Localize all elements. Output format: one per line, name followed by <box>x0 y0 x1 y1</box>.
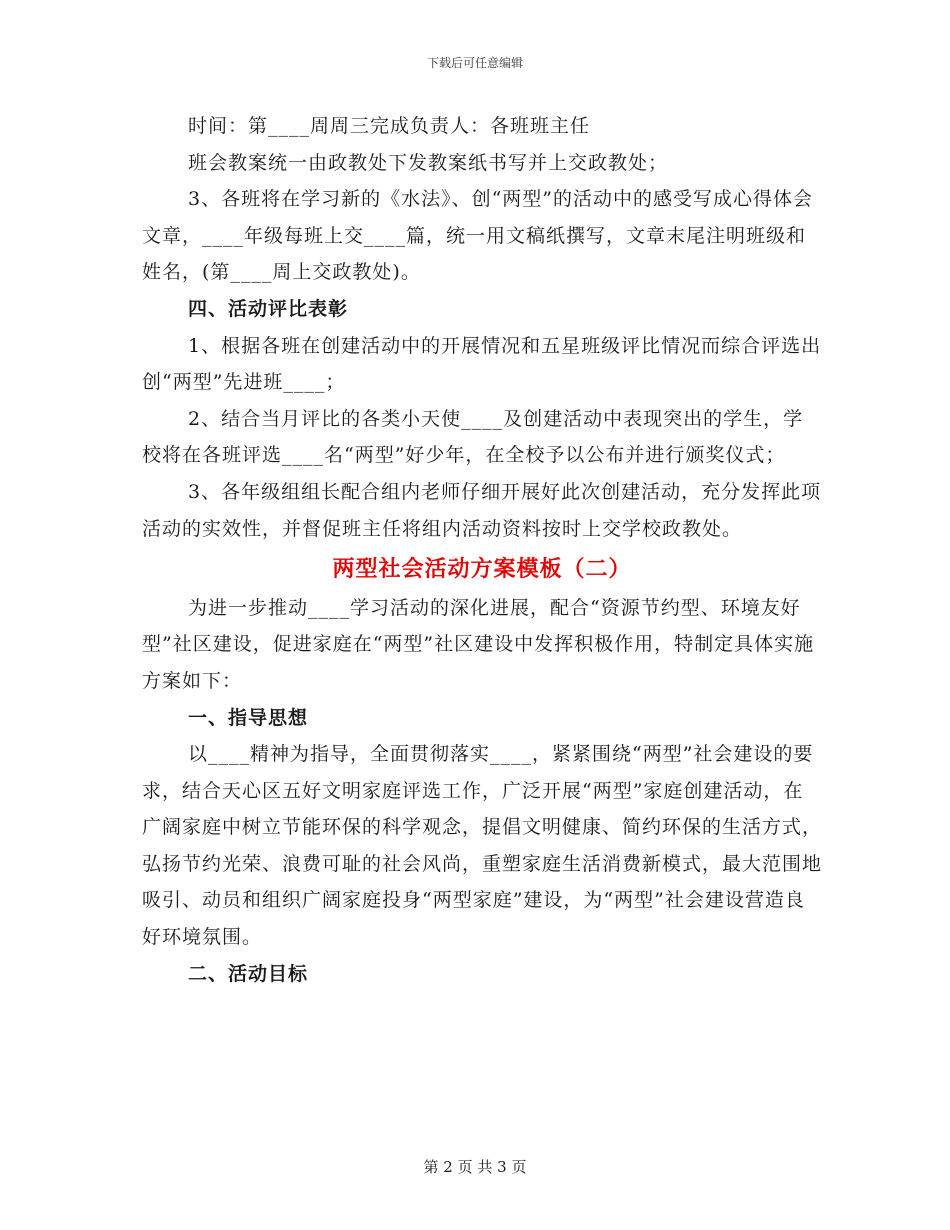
paragraph-lesson-plan: 班会教案统一由政教处下发教案纸书写并上交政教处； <box>188 151 669 174</box>
header-note: 下载后可任意编辑 <box>426 56 523 70</box>
paragraph-eval-1: 1、根据各班在创建活动中的开展情况和五星班级评比情况而综合评选出创“两型”先进班____； <box>142 334 822 394</box>
paragraph-eval-3: 3、各年级组组长配合组内老师仔细开展好此次创建活动，充分发挥此项活动的实效性，并督促班主任将组内活动资料按时上交学校政教处。 <box>142 480 822 540</box>
section-title: 两型社会活动方案模板（二） <box>332 556 632 583</box>
paragraph-eval-2: 2、结合当月评比的各类小天使____及创建活动中表现突出的学生，学校将在各班评选____名“两型”好少年，在全校予以公布并进行颁奖仪式； <box>142 407 804 467</box>
heading-guiding-thought: 一、指导思想 <box>188 706 309 729</box>
heading-evaluation: 四、活动评比表彰 <box>188 297 349 320</box>
paragraph-essay: 3、各班将在学习新的《水法》、创“两型”的活动中的感受写成心得体会文章，____年级每班上交____篇，统一用文稿纸撰写，文章末尾注明班级和姓名，(第____周上交政教处)。 <box>142 188 814 284</box>
paragraph-time: 时间：第____周周三完成负责人：各班班主任 <box>188 115 591 137</box>
paragraph-intro: 为进一步推动____学习活动的深化进展，配合“资源节约型、环境友好型”社区建设，促进家庭在“两型”社区建设中发挥积极作用，特制定具体实施方案如下： <box>142 596 815 692</box>
heading-activity-goal: 二、活动目标 <box>188 962 309 985</box>
document-body <box>142 108 822 992</box>
page-footer: 第 2 页 共 3 页 <box>423 1158 527 1176</box>
paragraph-guiding-thought: 以____精神为指导，全面贯彻落实____，紧紧围绕“两型”社会建设的要求，结合天心区五好文明家庭评选工作，广泛开展“两型”家庭创建活动，在广阔家庭中树立节能环保的科学观念，提倡文明健康、简约环保的生活方式，弘扬节约光荣、浪费可耻的社会风尚，重塑家庭生活消费新模式，最大范围地吸引、动员和组织广阔家庭投身“两型家庭”建设，为“两型”社会建设营造良好环境氛围。 <box>142 743 823 949</box>
